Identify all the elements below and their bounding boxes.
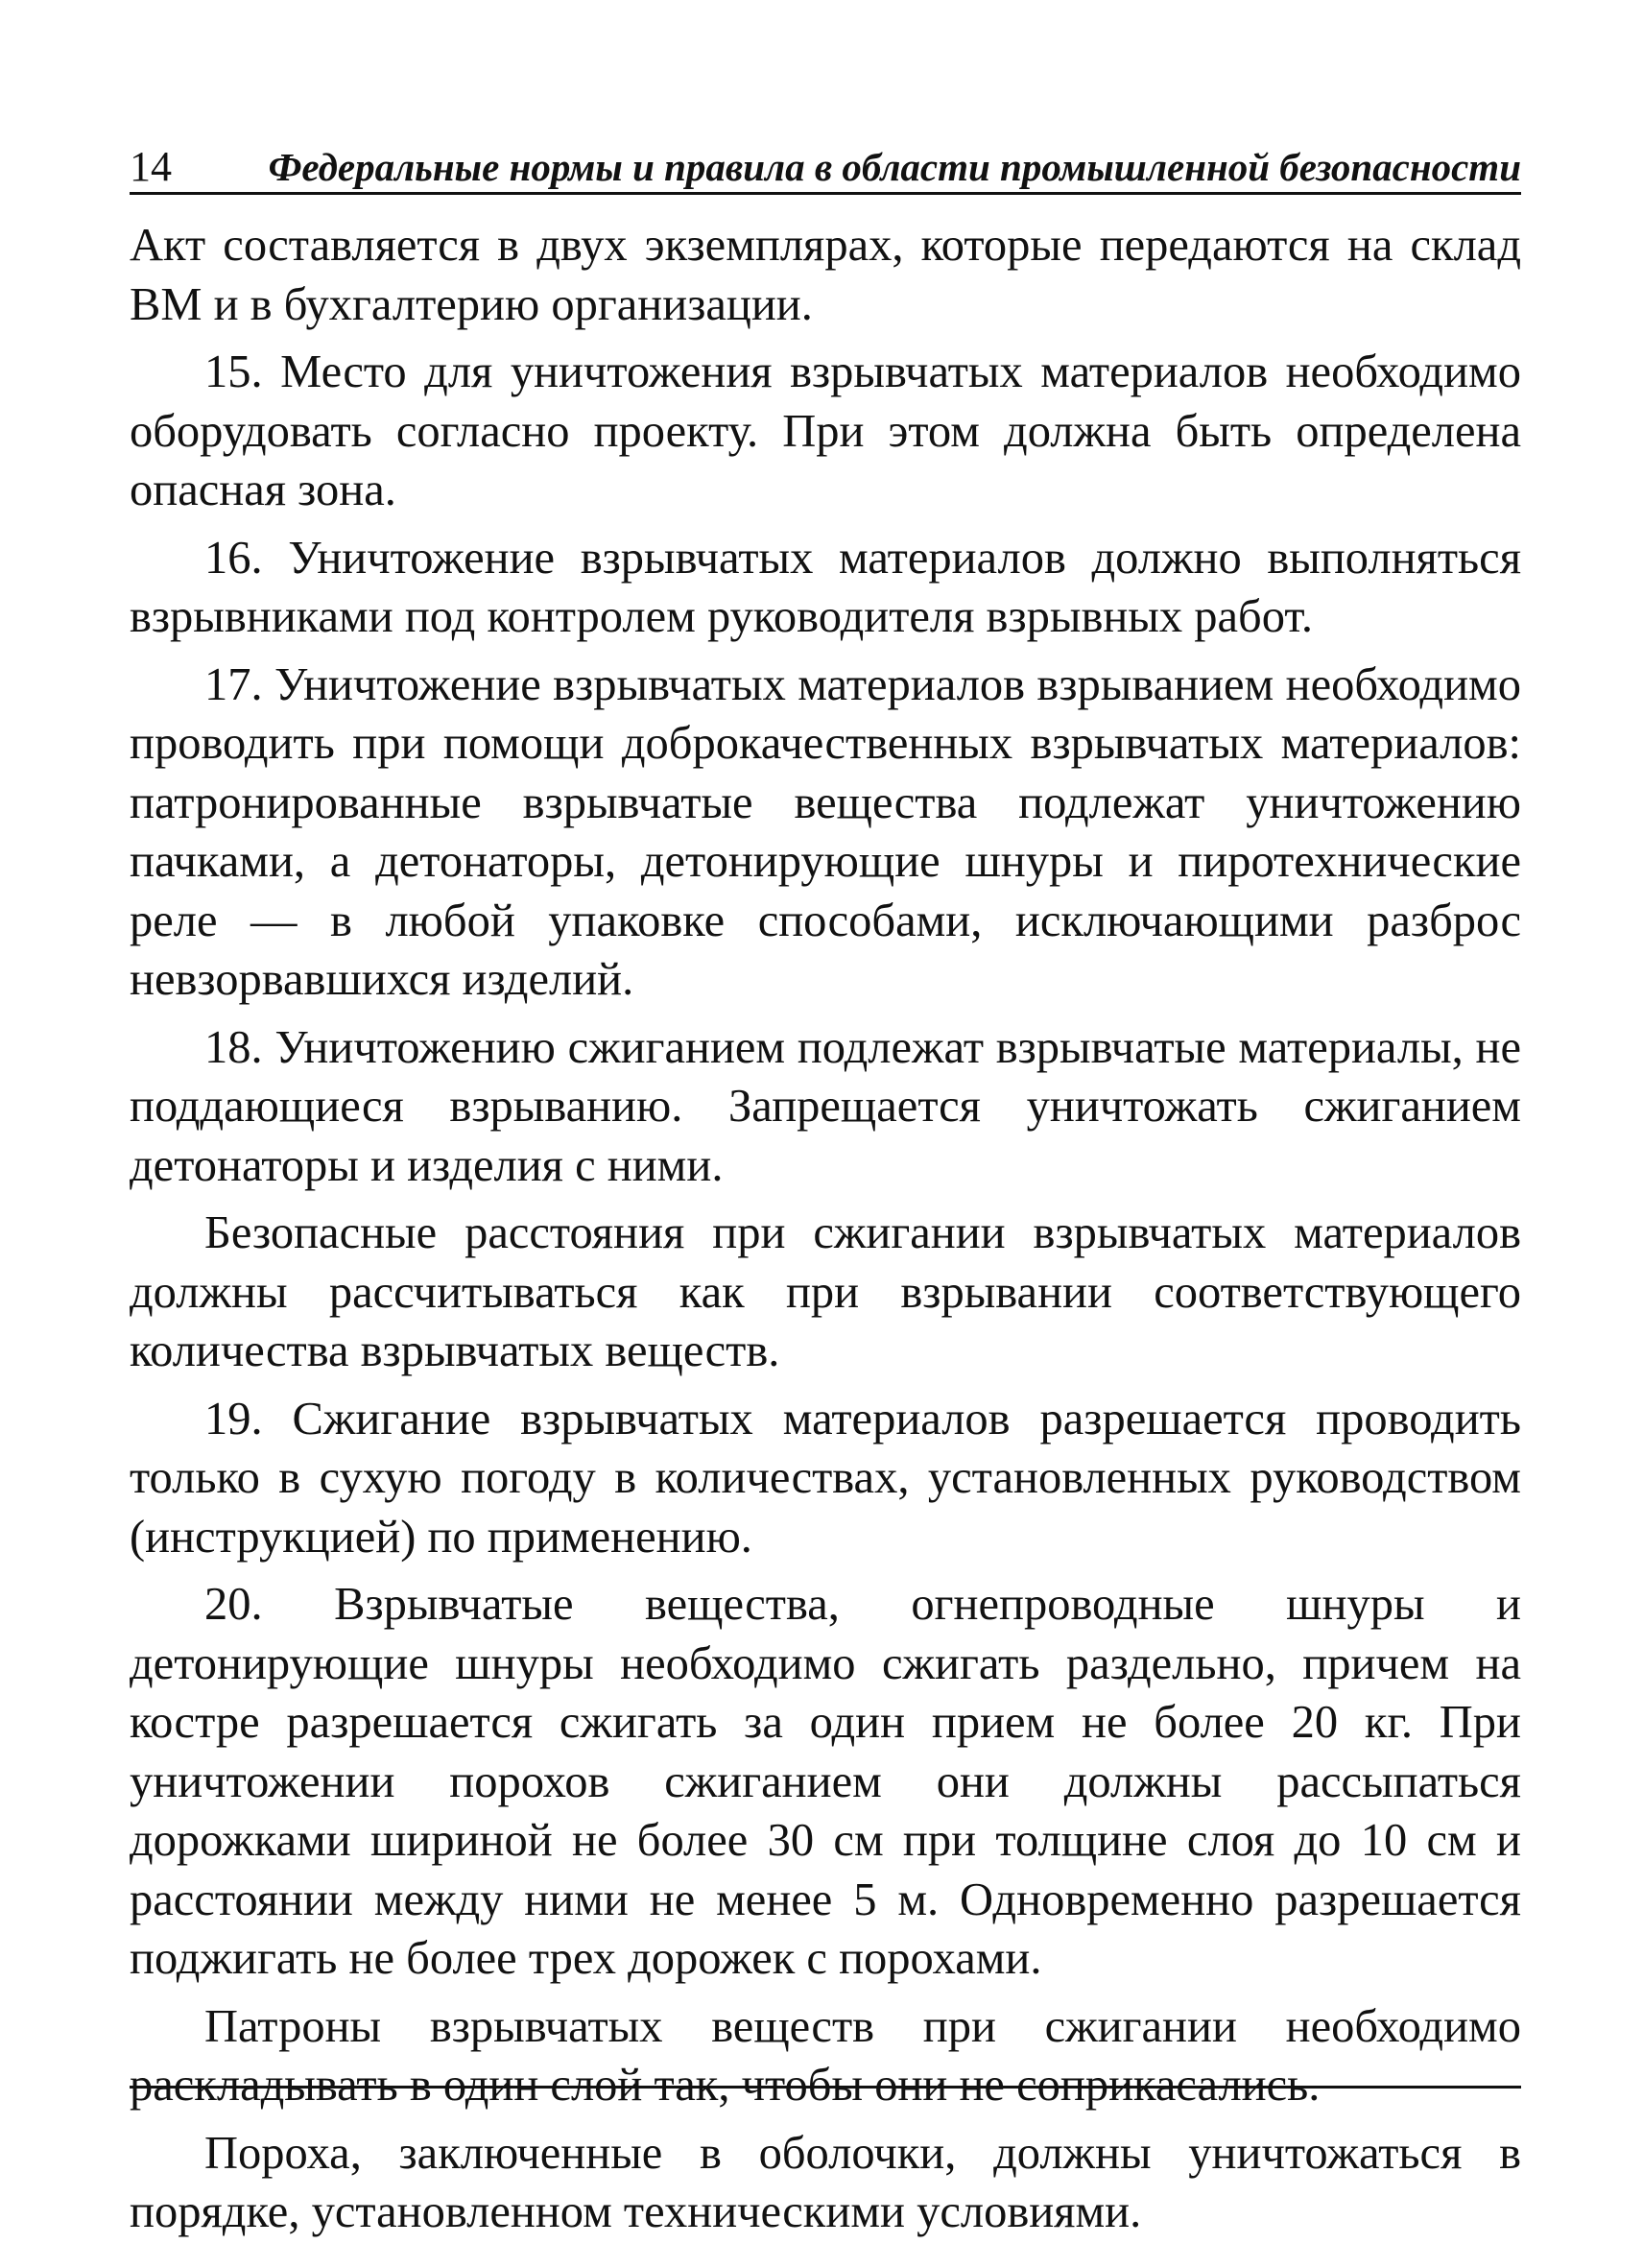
page-number: 14 (130, 143, 172, 190)
paragraph-safe-distances: Безопасные расстояния при сжигании взрывчатых материалов должны рассчитываться как при взрывании соответствующего количества взрывчатых веществ. (130, 1207, 1521, 1376)
paragraph-act: Акт составляется в двух экземплярах, которые передаются на склад ВМ и в бухгалтерию организации. (130, 220, 1521, 330)
running-header (130, 144, 1521, 195)
paragraph-item-17: 17. Уничтожение взрывчатых материалов взрыванием необходимо проводить при помощи доброкачественных взрывчатых материалов: патронированные взрывчатые вещества подлежат уничтожению пачками, а детонаторы, детонирующие шнуры и пиротехнические реле — в любой упаковке способами, исключающими разброс невзорвавшихся изделий. (130, 658, 1521, 1005)
paragraph-item-20: 20. Взрывчатые вещества, огнепроводные шнуры и детонирующие шнуры необходимо сжигать раздельно, причем на костре разрешается сжигать за один прием не более 20 кг. При уничтожении порохов сжиганием они должны рассыпаться дорожками шириной не более 30 см при толщине слоя до 10 см и расстоянии между ними не менее 5 м. Одновременно разрешается поджигать не более трех дорожек с порохами. (130, 1579, 1521, 1984)
paragraph-item-15: 15. Место для уничтожения взрывчатых материалов необходимо оборудовать согласно проекту. При этом должна быть определена опасная зона. (130, 346, 1521, 515)
paragraph-cartridges: Патроны взрывчатых веществ при сжигании необходимо раскладывать в один слой так, чтобы они не соприкасались. (130, 2000, 1521, 2111)
paragraph-item-16: 16. Уничтожение взрывчатых материалов должно выполняться взрывниками под контролем руководителя взрывных работ. (130, 532, 1521, 642)
bottom-divider (130, 2086, 1521, 2089)
running-header-title: Федеральные нормы и правила в области промышленной безопасности (268, 145, 1521, 189)
body-text (130, 216, 1521, 2251)
paragraph-item-19: 19. Сжигание взрывчатых материалов разрешается проводить только в сухую погоду в количествах, установленных руководством (инструкцией) по применению. (130, 1393, 1521, 1563)
paragraph-powders: Пороха, заключенные в оболочки, должны уничтожаться в порядке, установленном техническими условиями. (130, 2127, 1521, 2237)
paragraph-item-18: 18. Уничтожению сжиганием подлежат взрывчатые материалы, не поддающиеся взрыванию. Запрещается уничтожать сжиганием детонаторы и изделия с ними. (130, 1021, 1521, 1191)
